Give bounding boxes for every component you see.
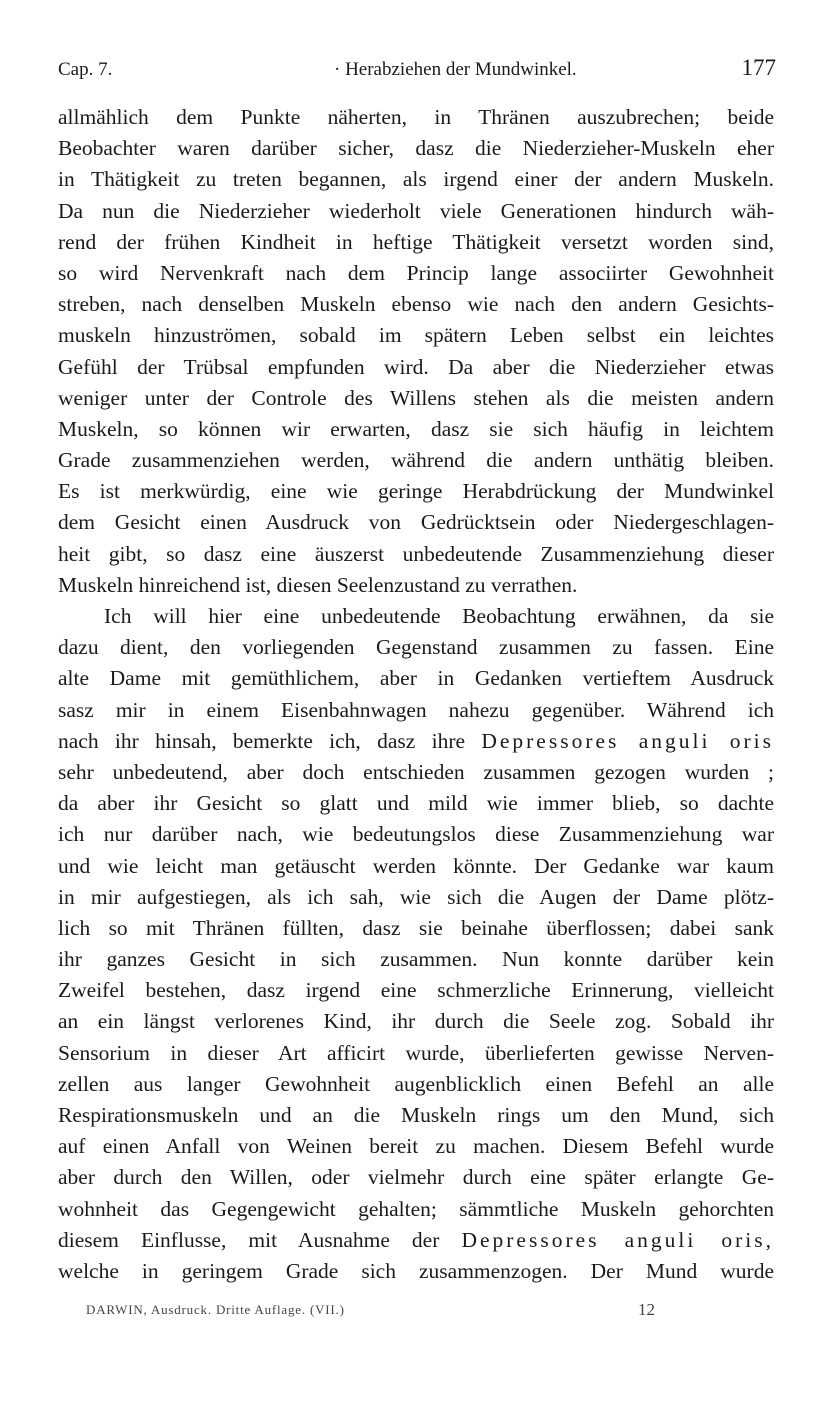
text-line: dem Gesicht einen Ausdruck von Gedrücktsein oder Niedergeschlagen- <box>58 510 774 535</box>
signature-mark: 12 <box>638 1300 655 1319</box>
text-line: Grade zusammenziehen werden, während die andern unthätig bleiben. <box>58 448 774 473</box>
text-line: weniger unter der Controle des Willens stehen als die meisten andern <box>58 385 774 410</box>
text-line: streben, nach denselben Muskeln ebenso wie nach den andern Gesichts- <box>58 292 774 317</box>
text-line: rend der frühen Kindheit in heftige Thätigkeit versetzt worden sind, <box>58 229 774 254</box>
text-line: Gefühl der Trübsal empfunden wird. Da aber die Niederzieher etwas <box>58 354 774 379</box>
text-line: allmählich dem Punkte näherten, in Thränen auszubrechen; beide <box>58 105 774 129</box>
text-line: dazu dient, den vorliegenden Gegenstand zusammen zu fassen. Eine <box>58 635 774 660</box>
text-line <box>58 1225 774 1256</box>
latin-muscle-term: Depressores anguli oris, <box>461 1227 774 1252</box>
text-segment: nach ihr hinsah, bemerkte ich, dasz ihre <box>58 728 482 753</box>
text-line: Beobachter waren darüber sicher, dasz die Niederzieher-Muskeln eher <box>58 136 774 161</box>
text-line: heit gibt, so dasz eine äuszerst unbedeutende Zusammenziehung dieser <box>58 541 774 566</box>
text-line: Da nun die Niederzieher wiederholt viele Generationen hindurch wäh- <box>58 198 774 223</box>
printer-signature: DARWIN, Ausdruck. Dritte Auflage. (VII.) <box>86 1302 345 1317</box>
text-line: wohnheit das Gegengewicht gehalten; sämmtliche Muskeln gehorchten <box>58 1196 774 1221</box>
page-number: 177 <box>741 55 776 80</box>
body-text <box>58 102 774 1287</box>
text-line: Muskeln, so können wir erwarten, dasz sie sich häufig in leichtem <box>58 416 774 441</box>
text-line: muskeln hinzuströmen, sobald im spätern Leben selbst ein leichtes <box>58 323 774 348</box>
text-line: auf einen Anfall von Weinen bereit zu machen. Diesem Befehl wurde <box>58 1134 774 1159</box>
text-line: Sensorium in dieser Art afficirt wurde, überlieferten gewisse Nerven- <box>58 1040 774 1065</box>
text-line: in Thätigkeit zu treten begannen, als irgend einer der andern Muskeln. <box>58 167 774 192</box>
text-line: an ein längst verlorenes Kind, ihr durch die Seele zog. Sobald ihr <box>58 1009 774 1034</box>
text-line: zellen aus langer Gewohnheit augenblicklich einen Befehl an alle <box>58 1071 774 1096</box>
text-line: in mir aufgestiegen, als ich sah, wie sich die Augen der Dame plötz- <box>58 884 774 909</box>
text-line: sasz mir in einem Eisenbahnwagen nahezu gegenüber. Während ich <box>58 697 774 722</box>
text-line: welche in geringem Grade sich zusammenzogen. Der Mund wurde <box>58 1258 774 1283</box>
text-line: Es ist merkwürdig, eine wie geringe Herabdrückung der Mundwinkel <box>58 479 774 504</box>
text-line: so wird Nervenkraft nach dem Princip lange associirter Gewohnheit <box>58 260 774 285</box>
text-line: alte Dame mit gemüthlichem, aber in Gedanken vertieftem Ausdruck <box>58 666 774 691</box>
text-line: und wie leicht man getäuscht werden könnte. Der Gedanke war kaum <box>58 853 774 878</box>
text-line: Muskeln hinreichend ist, diesen Seelenzustand zu verrathen. <box>58 572 578 597</box>
page-footer <box>86 1302 706 1326</box>
latin-muscle-term: Depressores anguli oris <box>481 728 774 753</box>
chapter-label: Cap. 7. <box>58 59 113 80</box>
text-line: sehr unbedeutend, aber doch entschieden zusammen gezogen wurden ; <box>58 759 774 784</box>
paragraph-1 <box>58 102 774 601</box>
page-header <box>58 55 776 87</box>
text-line: aber durch den Willen, oder vielmehr durch eine später erlangte Ge- <box>58 1165 774 1190</box>
text-segment: diesem Einflusse, mit Ausnahme der <box>58 1227 462 1252</box>
text-line: Ich will hier eine unbedeutende Beobachtung erwähnen, da sie <box>104 604 774 628</box>
text-line: ihr ganzes Gesicht in sich zusammen. Nun konnte darüber kein <box>58 947 774 972</box>
running-title: · Herabziehen der Mundwinkel. <box>334 59 577 80</box>
text-line: Respirationsmuskeln und an die Muskeln rings um den Mund, sich <box>58 1103 774 1127</box>
text-line: Zweifel bestehen, dasz irgend eine schmerzliche Erinnerung, vielleicht <box>58 978 774 1003</box>
text-line: ich nur darüber nach, wie bedeutungslos diese Zusammenziehung war <box>58 822 774 847</box>
paragraph-2 <box>58 601 774 1287</box>
text-line: lich so mit Thränen füllten, dasz sie beinahe überflossen; dabei sank <box>58 915 774 940</box>
text-line <box>58 726 774 757</box>
text-line: da aber ihr Gesicht so glatt und mild wie immer blieb, so dachte <box>58 791 774 816</box>
